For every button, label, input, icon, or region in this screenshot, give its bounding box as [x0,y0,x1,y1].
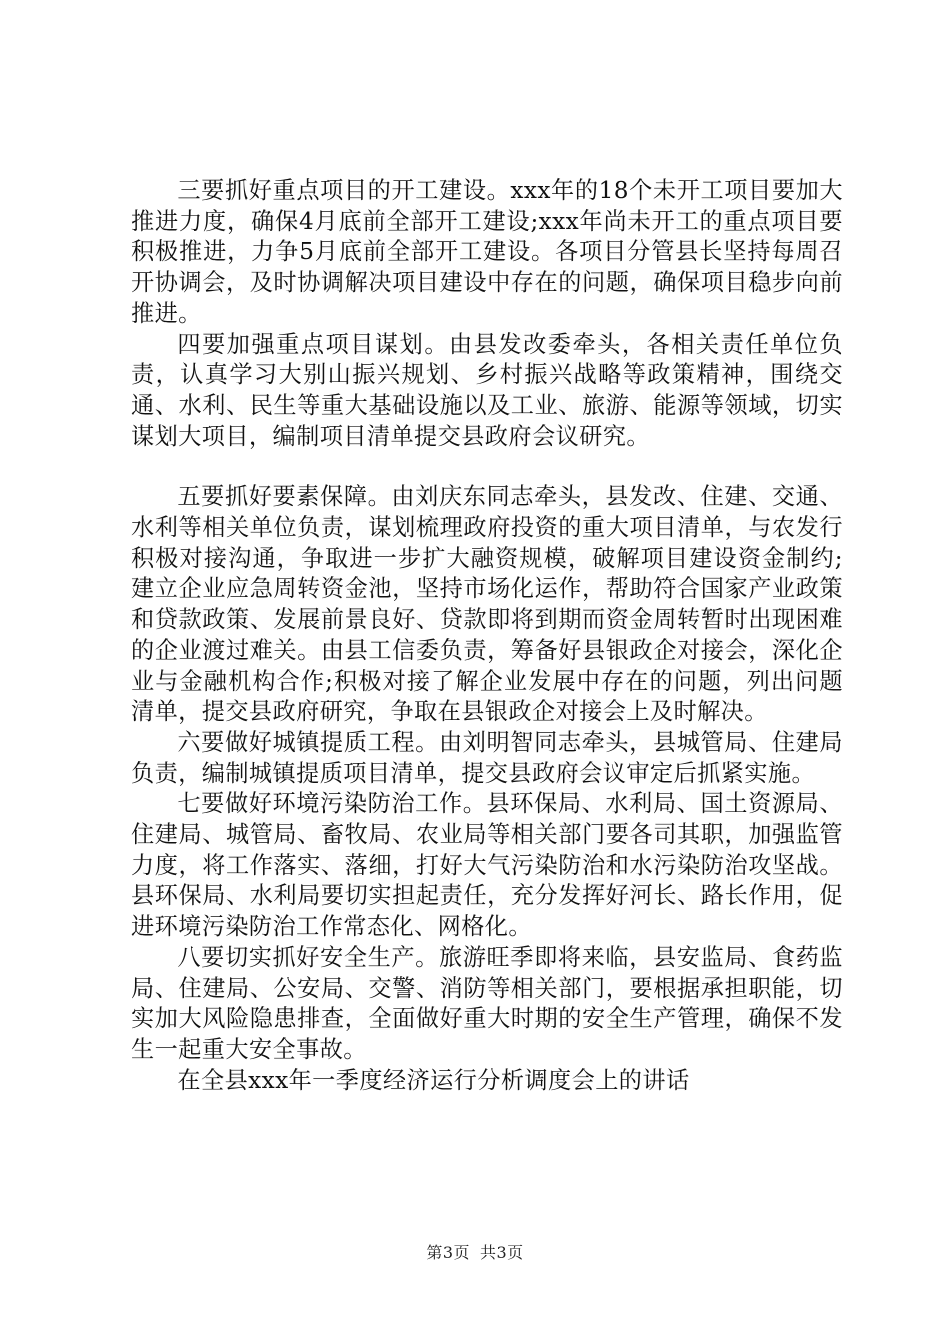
paragraph-item-8: 八要切实抓好安全生产。旅游旺季即将来临，县安监局、食药监局、住建局、公安局、交警、消防等相关部门，要根据承担职能，切实加大风险隐患排查，全面做好重大时期的安全生产管理，确保不发生一起重大安全事故。 [131,943,843,1063]
speech-title-line: 在全县xxx年一季度经济运行分析调度会上的讲话 [177,1066,690,1094]
page-footer [0,1243,950,1263]
paragraph-item-4: 四要加强重点项目谋划。由县发改委牵头，各相关责任单位负责，认真学习大别山振兴规划、乡村振兴战略等政策精神，围绕交通、水利、民生等重大基础设施以及工业、旅游、能源等领域，切实谋划大项目，编制项目清单提交县政府会议研究。 [131,330,843,450]
paragraph-item-3: 三要抓好重点项目的开工建设。xxx年的18个未开工项目要加大推进力度，确保4月底前全部开工建设;xxx年尚未开工的重点项目要积极推进，力争5月底前全部开工建设。各项目分管县长坚持每周召开协调会，及时协调解决项目建设中存在的问题，确保项目稳步向前推进。 [131,177,843,327]
page-total: 共3页 [480,1243,524,1262]
document-body [131,176,843,1096]
paragraph-item-7: 七要做好环境污染防治工作。县环保局、水利局、国土资源局、住建局、城管局、畜牧局、农业局等相关部门要各司其职，加强监管力度，将工作落实、落细，打好大气污染防治和水污染防治攻坚战。县环保局、水利局要切实担起责任，充分发挥好河长、路长作用，促进环境污染防治工作常态化、网格化。 [131,790,843,941]
paragraph-item-5: 五要抓好要素保障。由刘庆东同志牵头，县发改、住建、交通、水利等相关单位负责，谋划梳理政府投资的重大项目清单，与农发行积极对接沟通，争取进一步扩大融资规模，破解项目建设资金制约;建立企业应急周转资金池，坚持市场化运作，帮助符合国家产业政策和贷款政策、发展前景良好、贷款即将到期而资金周转暂时出现困难的企业渡过难关。由县工信委负责，筹备好县银政企对接会，深化企业与金融机构合作;积极对接了解企业发展中存在的问题，列出问题清单，提交县政府研究，争取在县银政企对接会上及时解决。 [131,483,843,726]
paragraph-item-6: 六要做好城镇提质工程。由刘明智同志牵头，县城管局、住建局负责，编制城镇提质项目清单，提交县政府会议审定后抓紧实施。 [131,728,843,787]
page-number: 第3页 [426,1243,470,1262]
